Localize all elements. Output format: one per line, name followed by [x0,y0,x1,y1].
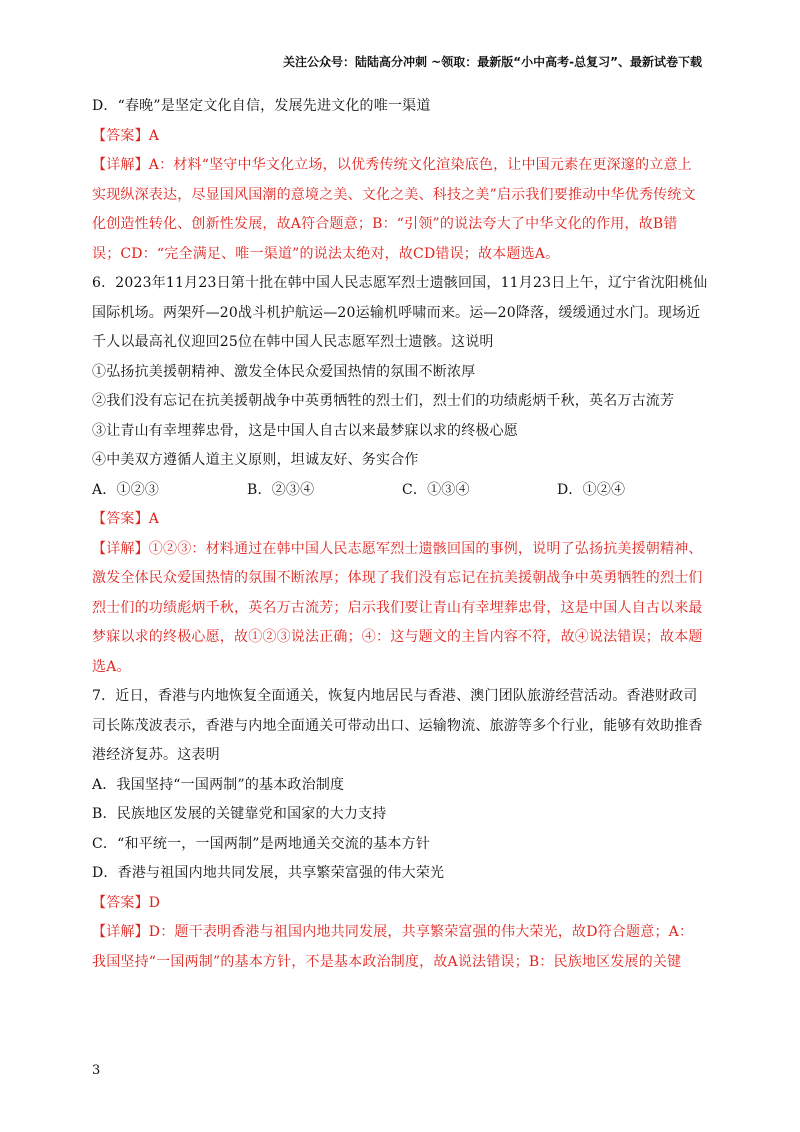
q7-stem-line: 司长陈茂波表示，香港与内地全面通关可带动出口、运输物流、旅游等多个行业，能够有效助推香 [92,717,703,734]
q5-detail-line: 实现纵深表达，尽显国风国潮的意境之美、文化之美、科技之美”启示我们要推动中华优秀传统文 [92,186,696,203]
q6-options [92,476,712,506]
q6-detail-line: 烈士们的功绩彪炳千秋，英名万古流芳；启示我们要让青山有幸埋葬忠骨，这是中国人自古以来最 [92,599,703,616]
q7-stem-line: 港经济复苏。这表明 [92,747,220,763]
q6-detail-line: 选A。 [92,658,131,675]
q5-option-d: D．“春晚”是坚定文化自信，发展先进文化的唯一渠道 [92,98,431,114]
page-number: 3 [92,1063,101,1078]
q6-item: ③让青山有幸埋葬忠骨，这是中国人自古以来最梦寐以求的终极心愿 [92,422,518,439]
q5-answer: 【答案】A [92,127,160,144]
q6-item: ②我们没有忘记在抗美援朝战争中英勇牺牲的烈士们，烈士们的功绩彪炳千秋，英名万古流芳 [92,393,675,409]
page-header: 关注公众号：陆陆高分冲刺 ~领取：最新版“小中高考-总复习”、最新试卷下载 [283,55,702,69]
q6-option-d: D．①②④ [557,481,626,498]
q5-detail-line: 【详解】A：材料“坚守中华文化立场，以优秀传统文化渲染底色，让中国元素在更深邃的立意上 [92,157,692,173]
q7-option-b: B．民族地区发展的关键靠党和国家的大力支持 [92,806,387,822]
q6-detail-line: 梦寐以求的终极心愿，故①②③说法正确；④：这与题文的主旨内容不符，故④说法错误；故本题 [92,629,703,645]
q7-answer: 【答案】D [92,894,161,911]
q6-item: ④中美双方遵循人道主义原则，坦诚友好、务实合作 [92,452,419,468]
q6-stem-line: 千人以最高礼仪迎回25位在韩中国人民志愿军烈士遗骸。这说明 [92,334,494,350]
q7-stem-line: 7．近日，香港与内地恢复全面通关，恢复内地居民与香港、澳门团队旅游经营活动。香港财政司 [92,688,698,704]
q7-option-d: D．香港与祖国内地共同发展，共享繁荣富强的伟大荣光 [92,865,445,881]
q5-detail-line: 化创造性转化、创新性发展，故A符合题意；B：“引领”的说法夸大了中华文化的作用，故B错 [92,216,678,232]
q6-detail-line: 【详解】①②③：材料通过在韩中国人民志愿军烈士遗骸回国的事例，说明了弘扬抗美援朝精神、 [92,540,703,557]
q6-option-b: B．②③④ [247,481,315,498]
q6-item: ①弘扬抗美援朝精神、激发全体民众爱国热情的氛围不断浓厚 [92,363,476,380]
q7-option-a: A．我国坚持“一国两制”的基本政治制度 [92,776,345,793]
q6-detail-line: 激发全体民众爱国热情的氛围不断浓厚；体现了我们没有忘记在抗美援朝战争中英勇牺牲的烈士们 [92,570,703,586]
document-body [92,92,712,977]
q7-detail-line: 我国坚持“一国两制”的基本方针，不是基本政治制度，故A说法错误；B：民族地区发展的关键 [92,953,682,970]
q6-option-c: C．①③④ [402,481,470,498]
q7-option-c: C．“和平统一，一国两制”是两地通关交流的基本方针 [92,835,431,852]
q6-answer: 【答案】A [92,511,160,527]
q7-detail-line: 【详解】D：题干表明香港与祖国内地共同发展，共享繁荣富强的伟大荣光，故D符合题意；A： [92,924,694,940]
q6-option-a: A．①②③ [92,481,160,498]
q6-stem-line: 国际机场。两架歼—20战斗机护航运—20运输机呼啸而来。运—20降落，缓缓通过水门。现场近 [92,304,701,321]
q5-detail-line: 误；CD：“完全满足、唯一渠道”的说法太绝对，故CD错误；故本题选A。 [92,245,560,262]
q6-stem-line: 6．2023年11月23日第十批在韩中国人民志愿军烈士遗骸回国，11月23日上午，辽宁省沈阳桃仙 [92,275,708,291]
